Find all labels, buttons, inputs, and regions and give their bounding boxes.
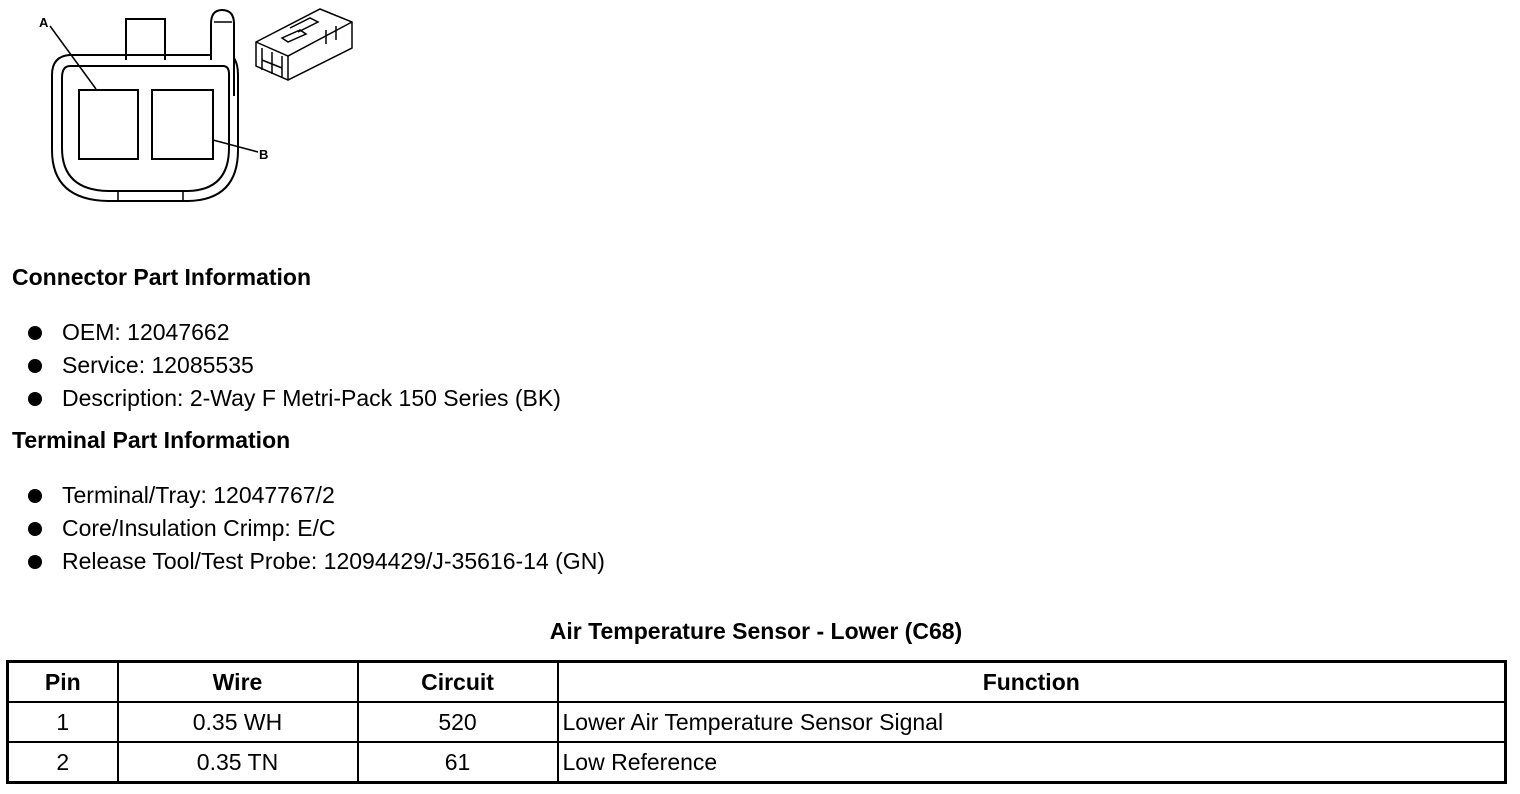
connector-info-list (0, 316, 561, 415)
list-item (0, 349, 561, 382)
pin-cell: 1 (8, 702, 118, 742)
leader-line-b (213, 140, 258, 152)
connector-body-inner (62, 66, 229, 191)
bullet-icon (28, 555, 42, 569)
function-cell: Low Reference (558, 742, 1506, 783)
bullet-icon (28, 326, 42, 340)
column-header-pin: Pin (8, 662, 118, 703)
leader-line-a (50, 26, 96, 89)
circuit-cell: 520 (358, 702, 558, 742)
connector-section-heading: Connector Part Information (12, 264, 312, 290)
column-header-wire: Wire (118, 662, 358, 703)
bullet-icon (28, 489, 42, 503)
connector-lock-finger (211, 10, 234, 96)
pinout-table (6, 660, 1507, 784)
connector-isometric-view (256, 9, 352, 80)
connector-description-text: Description: 2-Way F Metri-Pack 150 Series (BK) (62, 385, 561, 411)
column-header-circuit: Circuit (358, 662, 558, 703)
pin-label-a: A (39, 15, 49, 30)
list-item (0, 545, 605, 578)
connector-latch-tab (126, 19, 165, 60)
list-item (0, 512, 605, 545)
list-item (0, 316, 561, 349)
wire-cell: 0.35 TN (118, 742, 358, 783)
bullet-icon (28, 522, 42, 536)
terminal-info-list (0, 479, 605, 578)
terminal-tray-text: Terminal/Tray: 12047767/2 (62, 482, 335, 508)
list-item (0, 382, 561, 415)
wire-cell: 0.35 WH (118, 702, 358, 742)
terminal-release-tool-text: Release Tool/Test Probe: 12094429/J-35616-14 (GN) (62, 548, 605, 574)
function-cell: Lower Air Temperature Sensor Signal (558, 702, 1506, 742)
connector-oem-text: OEM: 12047662 (62, 319, 230, 345)
bullet-icon (28, 359, 42, 373)
circuit-cell: 61 (358, 742, 558, 783)
table-header-row (8, 662, 1506, 703)
column-header-function: Function (558, 662, 1506, 703)
terminal-cavity-a (79, 90, 138, 159)
connector-diagram (0, 0, 380, 215)
bullet-icon (28, 392, 42, 406)
pin-cell: 2 (8, 742, 118, 783)
terminal-crimp-text: Core/Insulation Crimp: E/C (62, 515, 336, 541)
connector-service-text: Service: 12085535 (62, 352, 254, 378)
pin-label-b: B (259, 147, 269, 162)
table-title: Air Temperature Sensor - Lower (C68) (549, 618, 963, 644)
list-item (0, 479, 605, 512)
table-row (8, 742, 1506, 783)
table-row (8, 702, 1506, 742)
terminal-cavity-b (152, 90, 213, 159)
terminal-section-heading: Terminal Part Information (12, 427, 291, 453)
